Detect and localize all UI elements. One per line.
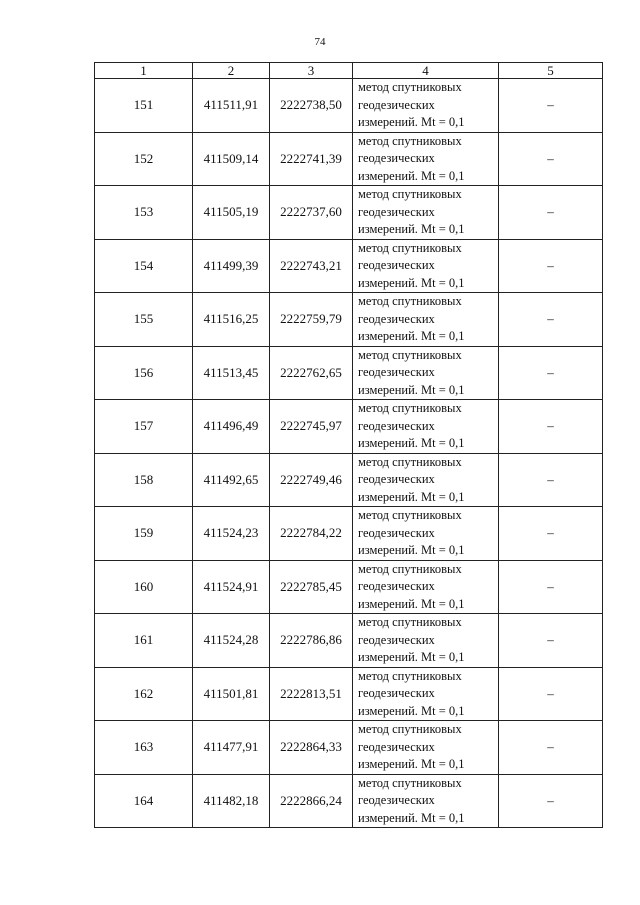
y-coordinate-cell: 2222737,60 (270, 186, 353, 240)
method-line: метод спутниковых (358, 722, 462, 736)
method-line: измерений. Mt = 0,1 (358, 757, 465, 771)
method-line: измерений. Mt = 0,1 (358, 329, 465, 343)
method-cell (353, 667, 499, 721)
note-cell: – (499, 560, 603, 614)
point-number-cell: 156 (95, 346, 193, 400)
x-coordinate-cell: 411482,18 (193, 774, 270, 828)
method-cell (353, 239, 499, 293)
column-header-5: 5 (499, 63, 603, 79)
method-line: геодезических (358, 472, 435, 486)
point-number-cell: 164 (95, 774, 193, 828)
table-row (95, 79, 603, 133)
point-number-cell: 152 (95, 132, 193, 186)
column-header-4: 4 (353, 63, 499, 79)
x-coordinate-cell: 411513,45 (193, 346, 270, 400)
method-line: измерений. Mt = 0,1 (358, 810, 465, 825)
y-coordinate-cell: 2222738,50 (270, 79, 353, 133)
note-cell: – (499, 667, 603, 721)
note-cell: – (499, 774, 603, 828)
method-cell (353, 186, 499, 240)
table-row (95, 132, 603, 186)
note-cell: – (499, 453, 603, 507)
point-number-cell: 161 (95, 614, 193, 668)
point-number-cell: 153 (95, 186, 193, 240)
note-cell: – (499, 79, 603, 133)
note-cell: – (499, 400, 603, 454)
method-line: метод спутниковых (358, 294, 462, 308)
method-line: геодезических (358, 97, 435, 112)
method-line: измерений. Mt = 0,1 (358, 543, 465, 557)
table-row (95, 453, 603, 507)
x-coordinate-cell: 411524,23 (193, 507, 270, 561)
method-line: измерений. Mt = 0,1 (358, 650, 465, 664)
method-line: метод спутниковых (358, 401, 462, 415)
method-line: геодезических (358, 204, 435, 219)
method-line: метод спутниковых (358, 775, 462, 790)
table-row (95, 667, 603, 721)
y-coordinate-cell: 2222749,46 (270, 453, 353, 507)
y-coordinate-cell: 2222745,97 (270, 400, 353, 454)
note-cell: – (499, 293, 603, 347)
coordinates-table (94, 62, 603, 828)
y-coordinate-cell: 2222786,86 (270, 614, 353, 668)
method-line: измерений. Mt = 0,1 (358, 596, 465, 611)
x-coordinate-cell: 411509,14 (193, 132, 270, 186)
method-cell (353, 400, 499, 454)
method-cell (353, 132, 499, 186)
method-line: измерений. Mt = 0,1 (358, 275, 465, 290)
note-cell: – (499, 721, 603, 775)
note-cell: – (499, 346, 603, 400)
y-coordinate-cell: 2222743,21 (270, 239, 353, 293)
method-line: измерений. Mt = 0,1 (358, 489, 465, 504)
x-coordinate-cell: 411499,39 (193, 239, 270, 293)
method-line: метод спутниковых (358, 187, 462, 201)
table-row (95, 239, 603, 293)
method-line: измерений. Mt = 0,1 (358, 115, 465, 129)
page-number: 74 (314, 36, 326, 48)
y-coordinate-cell: 2222741,39 (270, 132, 353, 186)
method-line: метод спутниковых (358, 133, 462, 148)
table-body (95, 79, 603, 828)
point-number-cell: 159 (95, 507, 193, 561)
table-row (95, 614, 603, 668)
method-line: метод спутниковых (358, 80, 462, 94)
x-coordinate-cell: 411524,91 (193, 560, 270, 614)
note-cell: – (499, 507, 603, 561)
note-cell: – (499, 186, 603, 240)
method-line: измерений. Mt = 0,1 (358, 436, 465, 450)
method-line: метод спутниковых (358, 668, 462, 683)
x-coordinate-cell: 411501,81 (193, 667, 270, 721)
x-coordinate-cell: 411477,91 (193, 721, 270, 775)
note-cell: – (499, 614, 603, 668)
method-line: метод спутниковых (358, 615, 462, 629)
method-cell (353, 453, 499, 507)
method-line: метод спутниковых (358, 240, 462, 255)
point-number-cell: 155 (95, 293, 193, 347)
note-cell: – (499, 132, 603, 186)
y-coordinate-cell: 2222864,33 (270, 721, 353, 775)
table-row (95, 186, 603, 240)
y-coordinate-cell: 2222866,24 (270, 774, 353, 828)
method-line: измерений. Mt = 0,1 (358, 382, 465, 397)
table-row (95, 400, 603, 454)
method-line: геодезических (358, 579, 435, 593)
method-line: метод спутниковых (358, 561, 462, 576)
table-row (95, 507, 603, 561)
method-line: метод спутниковых (358, 454, 462, 469)
column-header-3: 3 (270, 63, 353, 79)
method-cell (353, 293, 499, 347)
method-line: измерений. Mt = 0,1 (358, 222, 465, 236)
table-row (95, 293, 603, 347)
table-header-row (95, 63, 603, 79)
method-line: измерений. Mt = 0,1 (358, 168, 465, 183)
y-coordinate-cell: 2222813,51 (270, 667, 353, 721)
point-number-cell: 162 (95, 667, 193, 721)
method-line: геодезических (358, 793, 435, 807)
x-coordinate-cell: 411492,65 (193, 453, 270, 507)
y-coordinate-cell: 2222784,22 (270, 507, 353, 561)
y-coordinate-cell: 2222762,65 (270, 346, 353, 400)
method-cell (353, 346, 499, 400)
column-header-1: 1 (95, 63, 193, 79)
x-coordinate-cell: 411496,49 (193, 400, 270, 454)
method-line: метод спутниковых (358, 347, 462, 362)
table-row (95, 560, 603, 614)
point-number-cell: 151 (95, 79, 193, 133)
method-line: геодезических (358, 525, 435, 540)
point-number-cell: 158 (95, 453, 193, 507)
method-line: геодезических (358, 632, 435, 647)
method-cell (353, 507, 499, 561)
method-line: геодезических (358, 151, 435, 165)
y-coordinate-cell: 2222785,45 (270, 560, 353, 614)
method-line: геодезических (358, 686, 435, 700)
table-row (95, 346, 603, 400)
point-number-cell: 157 (95, 400, 193, 454)
x-coordinate-cell: 411524,28 (193, 614, 270, 668)
method-line: геодезических (358, 258, 435, 272)
table-row (95, 774, 603, 828)
method-cell (353, 614, 499, 668)
x-coordinate-cell: 411505,19 (193, 186, 270, 240)
method-cell (353, 721, 499, 775)
method-cell (353, 774, 499, 828)
y-coordinate-cell: 2222759,79 (270, 293, 353, 347)
point-number-cell: 154 (95, 239, 193, 293)
point-number-cell: 163 (95, 721, 193, 775)
table-row (95, 721, 603, 775)
method-line: измерений. Mt = 0,1 (358, 703, 465, 718)
point-number-cell: 160 (95, 560, 193, 614)
method-line: геодезических (358, 418, 435, 433)
method-line: геодезических (358, 365, 435, 379)
method-line: геодезических (358, 311, 435, 326)
method-line: метод спутниковых (358, 508, 462, 522)
method-line: геодезических (358, 739, 435, 754)
x-coordinate-cell: 411511,91 (193, 79, 270, 133)
note-cell: – (499, 239, 603, 293)
x-coordinate-cell: 411516,25 (193, 293, 270, 347)
column-header-2: 2 (193, 63, 270, 79)
method-cell (353, 560, 499, 614)
method-cell (353, 79, 499, 133)
